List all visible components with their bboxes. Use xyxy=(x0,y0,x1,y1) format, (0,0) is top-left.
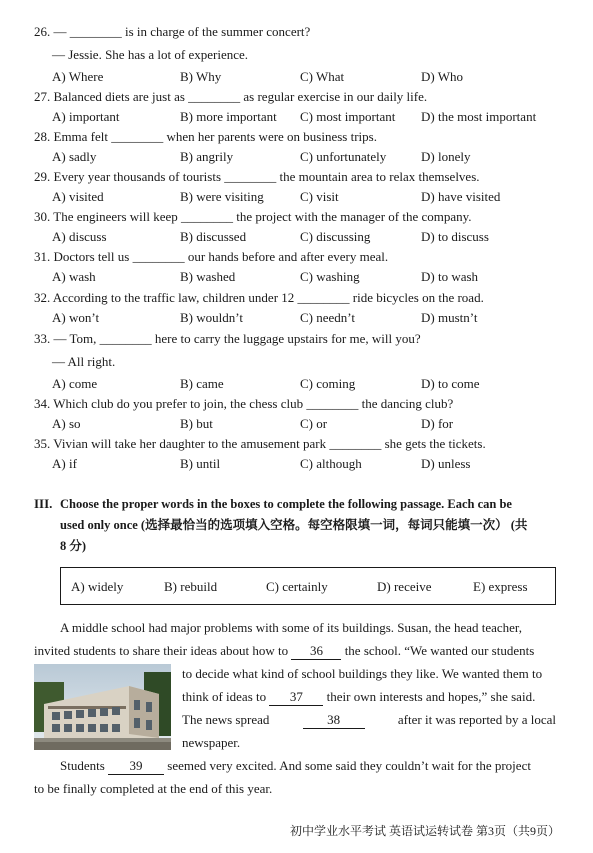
option-b: B) but xyxy=(180,416,213,431)
question-29: 29. Every year thousands of tourists ________ the mountain area to relax themselves. xyxy=(34,169,480,184)
option-c: C) unfortunately xyxy=(300,149,387,164)
question-27: 27. Balanced diets are just as ________ as regular exercise in our daily life. xyxy=(34,89,428,104)
word-option: A) widely xyxy=(71,579,124,594)
section-instruction-line-1: Choose the proper words in the boxes to complete the following passage. Each can be xyxy=(60,497,512,511)
option-a: A) if xyxy=(52,456,77,471)
option-a: A) discuss xyxy=(52,229,107,244)
question-28: 28. Emma felt ________ when her parents were on business trips. xyxy=(34,129,377,144)
passage-line xyxy=(182,689,535,706)
option-b: B) were visiting xyxy=(180,189,264,204)
option-c: C) discussing xyxy=(300,229,371,244)
passage-line xyxy=(182,712,556,729)
school-building-photo xyxy=(34,664,171,750)
option-a: A) important xyxy=(52,109,120,124)
option-b: B) Why xyxy=(180,69,222,84)
option-c: C) washing xyxy=(300,269,360,284)
question-31: 31. Doctors tell us ________ our hands before and after every meal. xyxy=(34,249,389,264)
option-c: C) or xyxy=(300,416,328,431)
question-30: 30. The engineers will keep ________ the project with the manager of the company. xyxy=(34,209,472,224)
option-a: A) so xyxy=(52,416,81,431)
section-instruction-line-3: 8 分) xyxy=(60,539,87,553)
option-b: B) washed xyxy=(180,269,236,284)
passage-line: A middle school had major problems with some of its buildings. Susan, the head teacher, xyxy=(60,620,522,635)
option-d: D) to come xyxy=(421,376,480,391)
passage-text: invited students to share their ideas about how to xyxy=(34,643,289,658)
blank-37: 37 xyxy=(269,689,323,706)
option-b: B) discussed xyxy=(180,229,247,244)
option-b: B) until xyxy=(180,456,221,471)
option-a: A) visited xyxy=(52,189,104,204)
option-c: C) most important xyxy=(300,109,396,124)
option-d: D) to wash xyxy=(421,269,479,284)
option-a: A) won’t xyxy=(52,310,100,325)
word-option: C) certainly xyxy=(266,579,328,594)
option-d: D) to discuss xyxy=(421,229,489,244)
passage-line: newspaper. xyxy=(182,735,241,750)
page-footer: 初中学业水平考试 英语试运转试卷 第3页（共9页） xyxy=(290,824,561,838)
option-d: D) unless xyxy=(421,456,471,471)
option-b: B) came xyxy=(180,376,224,391)
passage-text: seemed very excited. And some said they couldn’t wait for the project xyxy=(167,758,531,773)
option-c: C) coming xyxy=(300,376,356,391)
option-c: C) What xyxy=(300,69,345,84)
passage-line: to decide what kind of school buildings they like. We wanted them to xyxy=(182,666,543,681)
question-33: 33. — Tom, ________ here to carry the luggage upstairs for me, will you? xyxy=(34,331,421,346)
passage-text: think of ideas to xyxy=(182,689,267,704)
option-c: C) needn’t xyxy=(300,310,355,325)
question-35: 35. Vivian will take her daughter to the amusement park ________ she gets the tickets. xyxy=(34,436,486,451)
question-34: 34. Which club do you prefer to join, the chess club ________ the dancing club? xyxy=(34,396,454,411)
option-d: D) lonely xyxy=(421,149,471,164)
passage-text: the school. “We wanted our students xyxy=(344,643,535,658)
question-33-reply: — All right. xyxy=(52,354,116,369)
option-a: A) sadly xyxy=(52,149,97,164)
option-d: D) Who xyxy=(421,69,464,84)
option-b: B) more important xyxy=(180,109,277,124)
option-d: D) the most important xyxy=(421,109,537,124)
option-c: C) visit xyxy=(300,189,339,204)
option-a: A) wash xyxy=(52,269,96,284)
option-d: D) have visited xyxy=(421,189,501,204)
passage-line xyxy=(60,758,531,775)
passage-text: Students xyxy=(60,758,105,773)
blank-38: 38 xyxy=(303,712,365,729)
option-a: A) Where xyxy=(52,69,104,84)
section-instruction-line-2: used only once (选择最恰当的选项填入空格。每空格限填一词，每词只能填一次） (共 xyxy=(60,518,528,532)
word-option: E) express xyxy=(473,579,528,594)
option-d: D) mustn’t xyxy=(421,310,478,325)
passage-line xyxy=(34,643,534,660)
option-d: D) for xyxy=(421,416,454,431)
option-a: A) come xyxy=(52,376,98,391)
section-number: III. xyxy=(34,496,53,511)
question-26-reply: — Jessie. She has a lot of experience. xyxy=(52,47,249,62)
word-box xyxy=(60,567,556,605)
question-26: 26. — ________ is in charge of the summer concert? xyxy=(34,24,311,39)
passage-text: their own interests and hopes,” she said. xyxy=(326,689,536,704)
passage-text: after it was reported by a local xyxy=(397,712,556,727)
word-option: D) receive xyxy=(377,579,432,594)
passage-line: to be finally completed at the end of this year. xyxy=(34,781,273,796)
blank-39: 39 xyxy=(108,758,164,775)
option-b: B) wouldn’t xyxy=(180,310,243,325)
question-32: 32. According to the traffic law, children under 12 ________ ride bicycles on the road. xyxy=(34,290,484,305)
word-option: B) rebuild xyxy=(164,579,218,594)
option-b: B) angrily xyxy=(180,149,234,164)
option-c: C) although xyxy=(300,456,362,471)
passage-text: The news spread xyxy=(182,712,270,727)
blank-36: 36 xyxy=(291,643,341,660)
